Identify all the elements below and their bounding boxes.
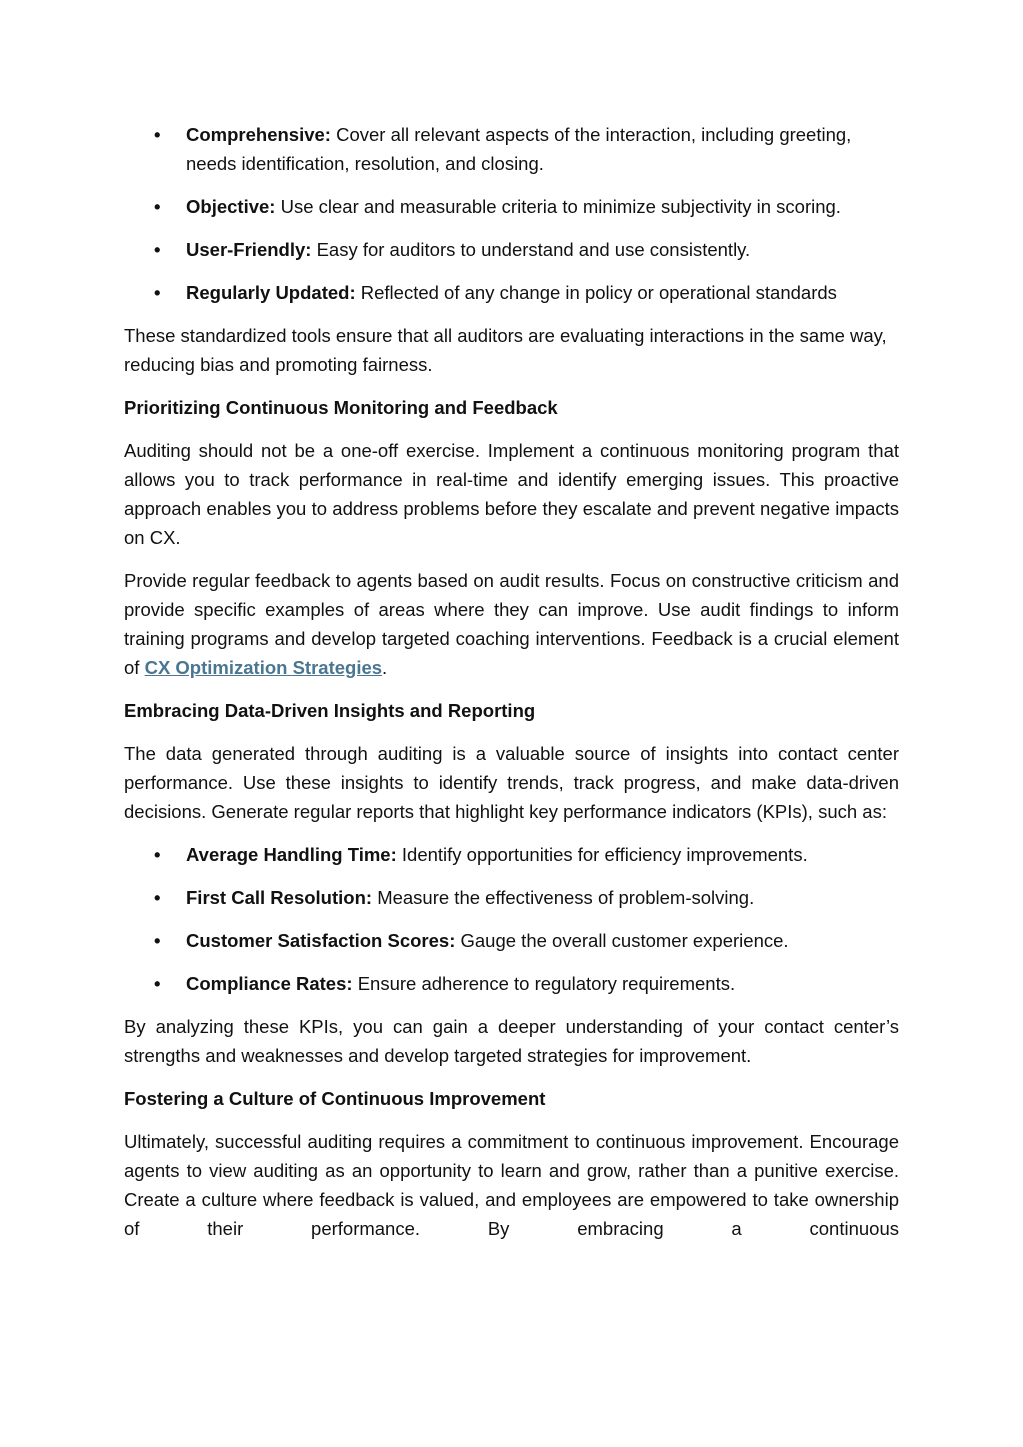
list-item-text: Gauge the overall customer experience.	[460, 930, 789, 951]
list-item-text: Identify opportunities for efficiency improvements.	[401, 844, 808, 865]
list-item-term: Customer Satisfaction Scores:	[186, 930, 456, 951]
list-item	[124, 120, 899, 178]
list-item-text: Ensure adherence to regulatory requirements.	[357, 973, 736, 994]
list-item	[124, 969, 899, 998]
list-item	[124, 840, 899, 869]
cx-optimization-link[interactable]: CX Optimization Strategies	[144, 657, 383, 678]
list-item	[124, 192, 899, 221]
list-item-term: First Call Resolution:	[186, 887, 373, 908]
list-item-text: Cover all relevant aspects of the interaction, including greeting, needs identification, resolution, and closing.	[186, 124, 852, 174]
list-item	[124, 926, 899, 955]
heading-monitoring: Prioritizing Continuous Monitoring and Feedback	[124, 397, 558, 418]
paragraph-feedback-text: Provide regular feedback to agents based on audit results. Focus on constructive criticism and provide specific examples of areas where they can improve. Use audit findings to inform training programs and develop targeted coaching interventions. Feedback is a crucial element of	[124, 570, 899, 678]
paragraph-feedback	[124, 566, 899, 682]
kpi-list	[124, 840, 899, 998]
list-item-text: Reflected of any change in policy or operational standards	[360, 282, 837, 303]
paragraph-tools: These standardized tools ensure that all auditors are evaluating interactions in the same way, reducing bias and promoting fairness.	[124, 325, 887, 375]
criteria-list	[124, 120, 899, 307]
list-item-text: Easy for auditors to understand and use consistently.	[316, 239, 751, 260]
heading-culture: Fostering a Culture of Continuous Improvement	[124, 1088, 546, 1109]
list-item	[124, 235, 899, 264]
list-item-text: Use clear and measurable criteria to minimize subjectivity in scoring.	[280, 196, 841, 217]
list-item-term: Comprehensive:	[186, 124, 331, 145]
paragraph-culture: Ultimately, successful auditing requires a commitment to continuous improvement. Encourage agents to view auditing as an opportunity to learn and grow, rather than a punitive exercise. Create a culture where feedback is valued, and employees are empowered to take ownership of their performance. By embracing a continuous	[124, 1131, 899, 1239]
list-item-term: Average Handling Time:	[186, 844, 397, 865]
list-item	[124, 278, 899, 307]
list-item-term: User-Friendly:	[186, 239, 312, 260]
paragraph-kpis: By analyzing these KPIs, you can gain a deeper understanding of your contact center’s strengths and weaknesses and develop targeted strategies for improvement.	[124, 1016, 899, 1066]
list-item-term: Compliance Rates:	[186, 973, 353, 994]
list-item-term: Regularly Updated:	[186, 282, 356, 303]
list-item-term: Objective:	[186, 196, 276, 217]
document-body	[124, 120, 899, 1257]
paragraph-data: The data generated through auditing is a valuable source of insights into contact center performance. Use these insights to identify trends, track progress, and make data-driven decisions. Generate regular reports that highlight key performance indicators (KPIs), such as:	[124, 743, 899, 822]
paragraph-feedback-end: .	[382, 657, 388, 678]
list-item-text: Measure the effectiveness of problem-solving.	[377, 887, 755, 908]
list-item	[124, 883, 899, 912]
heading-data: Embracing Data-Driven Insights and Reporting	[124, 700, 536, 721]
paragraph-auditing: Auditing should not be a one-off exercise. Implement a continuous monitoring program that allows you to track performance in real-time and identify emerging issues. This proactive approach enables you to address problems before they escalate and prevent negative impacts on CX.	[124, 440, 899, 548]
